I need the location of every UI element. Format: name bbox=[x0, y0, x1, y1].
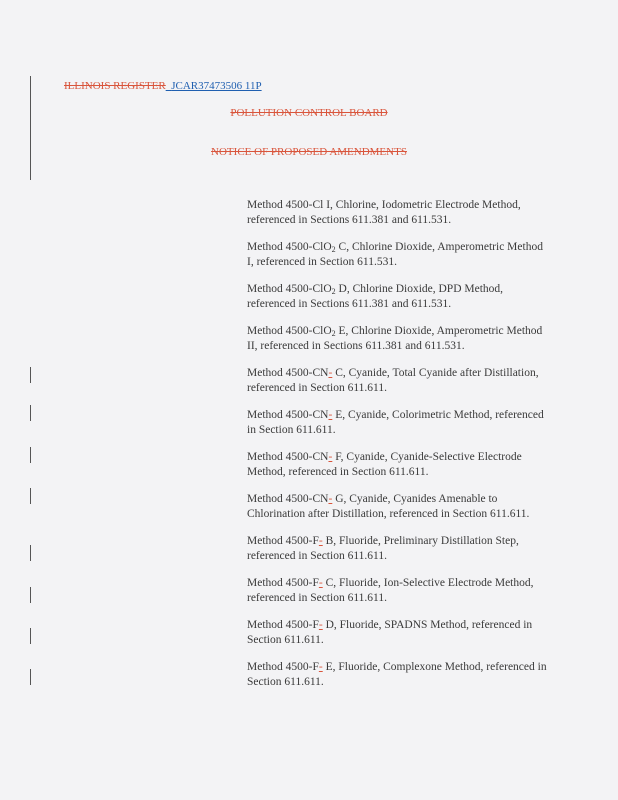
method-entry-text: Method 4500-CN bbox=[247, 367, 329, 379]
method-entry-text: C, Chlorine Dioxide, Amperometric Method I, referenced in Section 611.531. bbox=[247, 241, 543, 268]
change-bar bbox=[30, 587, 31, 603]
change-bar bbox=[30, 367, 31, 383]
method-entry bbox=[247, 450, 547, 479]
inserted-mark: - bbox=[328, 409, 333, 421]
method-entry-text: Method 4500-ClO bbox=[247, 283, 332, 295]
method-entry-text: Method 4500-F bbox=[247, 577, 319, 589]
method-entry-text: Method 4500-CN bbox=[247, 451, 329, 463]
notice-title bbox=[0, 146, 618, 158]
method-entry bbox=[247, 324, 547, 353]
register-struck-text: ILLINOIS REGISTER bbox=[64, 80, 166, 92]
inserted-mark: - bbox=[328, 367, 333, 379]
method-entry-text: E, Chlorine Dioxide, Amperometric Method II, referenced in Sections 611.381 and 611.531. bbox=[247, 325, 543, 352]
change-bar bbox=[30, 628, 31, 644]
method-entry-text: Method 4500-ClO bbox=[247, 325, 332, 337]
method-entry bbox=[247, 660, 547, 689]
method-entry-text: E, Cyanide, Colorimetric Method, referenced in Section 611.611. bbox=[247, 409, 544, 436]
inserted-mark: - bbox=[328, 493, 333, 505]
inserted-mark: - bbox=[318, 577, 323, 589]
method-entry-text: D, Fluoride, SPADNS Method, referenced in Section 611.611. bbox=[247, 619, 533, 646]
jcar-id-text: JCAR37473506 11P bbox=[171, 80, 262, 92]
register-header bbox=[64, 80, 262, 92]
board-struck-text: POLLUTION CONTROL BOARD bbox=[230, 107, 388, 119]
method-entry-text: D, Chlorine Dioxide, DPD Method, referenced in Sections 611.381 and 611.531. bbox=[247, 283, 504, 310]
method-entry-text: Method 4500-F bbox=[247, 619, 319, 631]
change-bar bbox=[30, 76, 31, 180]
method-entry-text: B, Fluoride, Preliminary Distillation Step, referenced in Section 611.611. bbox=[247, 535, 519, 562]
board-title bbox=[0, 107, 618, 119]
jcar-id: _JCAR37473506 11P bbox=[165, 80, 262, 92]
subscript: 2 bbox=[331, 329, 336, 338]
method-entry-text: Method 4500-ClO bbox=[247, 241, 332, 253]
inserted-mark: - bbox=[328, 451, 333, 463]
subscript: 2 bbox=[331, 287, 336, 296]
change-bar bbox=[30, 447, 31, 463]
inserted-mark: - bbox=[318, 661, 323, 673]
method-entry bbox=[247, 408, 547, 437]
method-entry bbox=[247, 240, 547, 269]
method-list bbox=[247, 198, 547, 702]
method-entry-text: Method 4500-CN bbox=[247, 493, 329, 505]
change-bar bbox=[30, 405, 31, 421]
method-entry bbox=[247, 492, 547, 521]
method-entry-text: C, Cyanide, Total Cyanide after Distillation, referenced in Section 611.611. bbox=[247, 367, 539, 394]
change-bar bbox=[30, 545, 31, 561]
change-bar bbox=[30, 488, 31, 504]
method-entry bbox=[247, 366, 547, 395]
method-entry-text: F, Cyanide, Cyanide-Selective Electrode Method, referenced in Section 611.611. bbox=[247, 451, 522, 478]
inserted-mark: - bbox=[318, 535, 323, 547]
method-entry-text: E, Fluoride, Complexone Method, referenced in Section 611.611. bbox=[247, 661, 547, 688]
notice-struck-text: NOTICE OF PROPOSED AMENDMENTS bbox=[211, 146, 407, 158]
subscript: 2 bbox=[331, 245, 336, 254]
method-entry-text: Method 4500-Cl I, Chlorine, Iodometric Electrode Method, referenced in Sections 611.381 and 611.531. bbox=[247, 199, 521, 226]
method-entry bbox=[247, 198, 547, 227]
method-entry-text: Method 4500-F bbox=[247, 535, 319, 547]
method-entry-text: C, Fluoride, Ion-Selective Electrode Method, referenced in Section 611.611. bbox=[247, 577, 534, 604]
method-entry-text: Method 4500-F bbox=[247, 661, 319, 673]
method-entry bbox=[247, 534, 547, 563]
inserted-mark: - bbox=[318, 619, 323, 631]
method-entry bbox=[247, 618, 547, 647]
method-entry-text: G, Cyanide, Cyanides Amenable to Chlorination after Distillation, referenced in Section 611.611. bbox=[247, 493, 530, 520]
method-entry bbox=[247, 576, 547, 605]
method-entry-text: Method 4500-CN bbox=[247, 409, 329, 421]
method-entry bbox=[247, 282, 547, 311]
change-bar bbox=[30, 669, 31, 685]
